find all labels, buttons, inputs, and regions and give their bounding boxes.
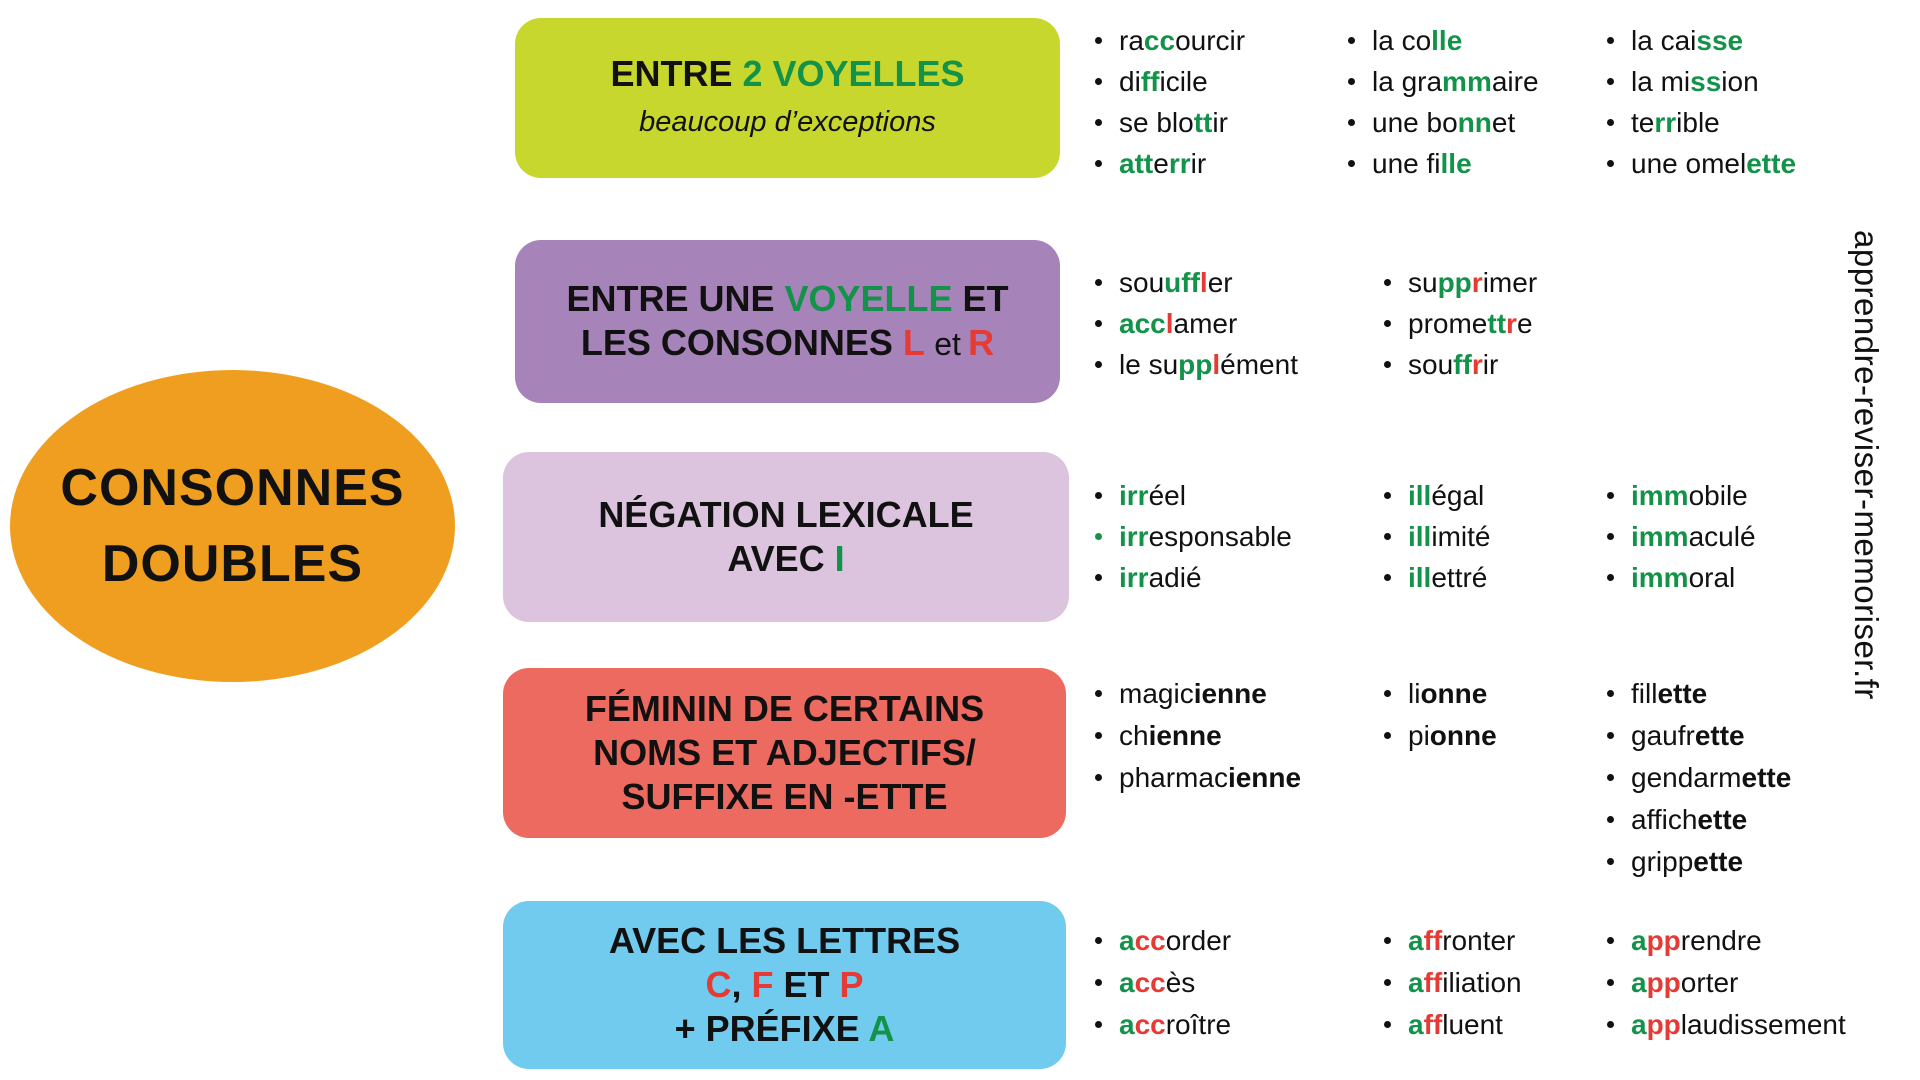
word-segment: e — [1153, 148, 1169, 179]
word-segment: ienne — [1193, 678, 1267, 709]
example-word — [1092, 262, 1298, 303]
example-word — [1092, 516, 1292, 557]
word-segment: l — [1739, 148, 1747, 179]
word-segment: la gra — [1372, 66, 1443, 97]
rule-title-line2: NOMS ET ADJECTIFS/ — [593, 732, 976, 773]
central-title-line1: CONSONNES — [60, 459, 405, 517]
rule-highlight: VOYELLE — [784, 278, 953, 319]
word-segment: une b — [1372, 107, 1443, 138]
example-word — [1604, 841, 1791, 883]
example-list — [1092, 673, 1301, 799]
example-word — [1381, 962, 1522, 1004]
word-segment: rr — [1654, 107, 1677, 138]
word-segment: ourcir — [1175, 25, 1246, 56]
word-segment: mm — [1638, 562, 1689, 593]
example-word — [1604, 475, 1756, 516]
rule-title-line3 — [675, 1007, 895, 1051]
word-segment: r — [1119, 25, 1129, 56]
rule-title-text: ET — [952, 278, 1009, 319]
word-segment: su — [1408, 267, 1438, 298]
word-segment: onne — [1420, 678, 1488, 709]
rule-connector: et — [934, 326, 961, 362]
word-segment: ettré — [1431, 562, 1488, 593]
rule-title-text: ET — [773, 964, 840, 1005]
example-word — [1092, 102, 1245, 143]
word-segment: amer — [1173, 308, 1238, 339]
word-segment: o — [1442, 107, 1458, 138]
rule-box-feminine-suffix — [503, 668, 1066, 838]
word-segment: laudissement — [1680, 1009, 1846, 1040]
example-word — [1604, 715, 1791, 757]
example-word — [1604, 920, 1846, 962]
rule-title-line1 — [566, 277, 1008, 321]
word-segment: tt — [1761, 148, 1781, 179]
word-segment: ll — [1415, 521, 1432, 552]
word-segment: cc — [1134, 1009, 1166, 1040]
example-word — [1381, 516, 1490, 557]
rule-highlight-f: F — [751, 964, 774, 1005]
word-segment: te — [1631, 107, 1655, 138]
word-segment: a — [1491, 66, 1508, 97]
word-segment: onne — [1429, 720, 1497, 751]
rule-title-line1: AVEC LES LETTRES — [608, 920, 961, 961]
word-segment: la cai — [1631, 25, 1697, 56]
word-segment: mm — [1638, 480, 1689, 511]
word-segment: esponsable — [1148, 521, 1292, 552]
rule-title — [610, 52, 964, 96]
example-word — [1381, 344, 1537, 385]
word-segment: ff — [1181, 267, 1200, 298]
rule-title-text: ENTRE UNE — [566, 278, 785, 319]
rule-title-text: ENTRE — [610, 53, 743, 94]
word-segment: e — [1446, 25, 1463, 56]
word-segment: cc — [1134, 925, 1166, 956]
word-segment: ff — [1140, 66, 1160, 97]
example-list — [1604, 920, 1846, 1046]
rule-title-line1: FÉMININ DE CERTAINS — [584, 688, 985, 729]
word-segment: a — [1631, 925, 1647, 956]
example-word — [1345, 143, 1539, 184]
rule-title-text: AVEC — [727, 538, 835, 579]
word-segment: i — [1408, 480, 1416, 511]
word-segment: se bl — [1119, 107, 1179, 138]
example-list — [1092, 920, 1231, 1046]
word-segment: a — [1408, 1009, 1424, 1040]
word-segment: oral — [1688, 562, 1736, 593]
example-word — [1092, 715, 1301, 757]
rule-title-line2 — [727, 537, 844, 581]
word-segment: a — [1119, 967, 1135, 998]
example-list — [1604, 475, 1756, 598]
example-list — [1092, 262, 1298, 385]
word-segment: l — [1199, 267, 1208, 298]
word-segment: tt — [1193, 107, 1213, 138]
word-segment: cc — [1134, 967, 1166, 998]
word-segment: ll — [1440, 148, 1457, 179]
rule-title-line3: SUFFIXE EN -ETTE — [621, 776, 948, 817]
example-word — [1381, 715, 1497, 757]
word-segment: adié — [1148, 562, 1202, 593]
word-segment: fill — [1631, 678, 1658, 709]
example-word — [1381, 673, 1497, 715]
example-word — [1604, 61, 1796, 102]
word-segment: a — [1119, 1009, 1135, 1040]
word-segment: o — [1178, 107, 1194, 138]
example-word — [1345, 20, 1539, 61]
word-segment: i — [1119, 562, 1127, 593]
rule-title-text: , — [731, 964, 752, 1005]
example-list — [1345, 20, 1539, 184]
rule-title-line2 — [581, 321, 994, 366]
word-segment: i — [1631, 562, 1639, 593]
example-list — [1381, 920, 1522, 1046]
word-segment: i — [1119, 480, 1127, 511]
word-segment: obile — [1688, 480, 1748, 511]
word-segment: ff — [1423, 967, 1443, 998]
example-word — [1381, 1004, 1522, 1046]
word-segment: imité — [1431, 521, 1491, 552]
word-segment: ion — [1721, 66, 1759, 97]
example-word — [1604, 516, 1756, 557]
word-segment: une f — [1372, 148, 1435, 179]
rule-highlight: I — [834, 538, 845, 579]
word-segment: roître — [1165, 1009, 1232, 1040]
example-list — [1604, 20, 1796, 184]
word-segment: une ome — [1631, 148, 1740, 179]
word-segment: a — [1408, 925, 1424, 956]
example-word — [1381, 475, 1490, 516]
word-segment: rr — [1126, 562, 1149, 593]
rule-box-lexical-negation — [503, 452, 1069, 622]
example-word — [1604, 557, 1756, 598]
word-segment: pp — [1646, 967, 1681, 998]
word-segment: i — [1507, 66, 1514, 97]
word-segment: e — [1780, 148, 1797, 179]
rule-box-prefix-a — [503, 901, 1066, 1069]
word-segment: e — [1727, 25, 1744, 56]
word-segment: ette — [1697, 804, 1748, 835]
word-segment: o — [1415, 25, 1432, 56]
word-segment: ir — [1482, 349, 1499, 380]
word-segment: re — [1513, 66, 1539, 97]
word-segment: ément — [1220, 349, 1298, 380]
rule-highlight-c: C — [705, 964, 732, 1005]
word-segment: cc — [1134, 308, 1166, 339]
word-segment: ible — [1676, 107, 1720, 138]
rule-title-text: LES CONSONNES — [580, 322, 903, 363]
word-segment: imer — [1482, 267, 1538, 298]
example-word — [1092, 475, 1292, 516]
rule-title-line2 — [705, 963, 863, 1007]
word-segment: rr — [1126, 480, 1149, 511]
example-word — [1604, 143, 1796, 184]
word-segment: pharmac — [1119, 762, 1228, 793]
example-list — [1381, 475, 1490, 598]
example-list — [1604, 673, 1791, 883]
word-segment: r — [1471, 267, 1483, 298]
word-segment: ir — [1212, 107, 1228, 138]
central-title-line2: DOUBLES — [101, 535, 364, 593]
word-segment: r — [1471, 349, 1483, 380]
word-segment: pi — [1408, 720, 1430, 751]
word-segment: orter — [1680, 967, 1739, 998]
word-segment: ch — [1119, 720, 1149, 751]
word-segment: ronter — [1442, 925, 1516, 956]
word-segment: i — [1408, 521, 1416, 552]
word-segment: e — [1456, 148, 1472, 179]
word-segment: order — [1165, 925, 1232, 956]
word-segment: e — [1516, 308, 1533, 339]
example-word — [1604, 962, 1846, 1004]
word-segment: égal — [1431, 480, 1485, 511]
word-segment: d — [1119, 66, 1135, 97]
word-segment: pp — [1178, 349, 1213, 380]
word-segment: l — [1165, 308, 1174, 339]
word-segment: sou — [1408, 349, 1454, 380]
word-segment: sou — [1119, 267, 1165, 298]
word-segment: cc — [1143, 25, 1176, 56]
example-word — [1092, 920, 1231, 962]
word-segment: a — [1631, 1009, 1647, 1040]
word-segment: a — [1631, 967, 1647, 998]
word-segment: ette — [1694, 720, 1745, 751]
example-word — [1092, 673, 1301, 715]
central-topic — [10, 370, 455, 682]
rule-subtitle: beaucoup d’exceptions — [639, 106, 936, 138]
word-segment: i — [1631, 480, 1639, 511]
rule-title-line1: NÉGATION LEXICALE — [598, 494, 974, 535]
word-segment: pp — [1646, 925, 1681, 956]
word-segment: i — [1119, 521, 1127, 552]
example-word — [1381, 920, 1522, 962]
example-word — [1092, 557, 1292, 598]
word-segment: éel — [1148, 480, 1186, 511]
word-segment: la c — [1372, 25, 1416, 56]
word-segment: a — [1128, 25, 1144, 56]
website-credit: apprendre-reviser-memoriser.fr — [1848, 230, 1885, 700]
example-word — [1092, 962, 1231, 1004]
word-segment: er — [1207, 267, 1233, 298]
word-segment: ir — [1190, 148, 1207, 179]
example-word — [1345, 61, 1539, 102]
rule-box-between-vowels — [515, 18, 1060, 178]
word-segment: affich — [1631, 804, 1698, 835]
example-word — [1092, 20, 1245, 61]
word-segment: a — [1119, 148, 1135, 179]
example-word — [1092, 757, 1301, 799]
word-segment: gripp — [1631, 846, 1694, 877]
example-word — [1604, 102, 1796, 143]
word-segment: ette — [1741, 762, 1792, 793]
word-segment: rendre — [1680, 925, 1762, 956]
example-word — [1604, 799, 1791, 841]
word-segment: gaufr — [1631, 720, 1695, 751]
word-segment: ll — [1431, 25, 1447, 56]
rule-box-vowel-and-l-r — [515, 240, 1060, 403]
word-segment: l — [1212, 349, 1221, 380]
word-segment: a — [1119, 308, 1135, 339]
example-list — [1092, 475, 1292, 598]
word-segment: e — [1491, 107, 1508, 138]
example-list — [1381, 262, 1537, 385]
word-segment: a — [1408, 967, 1424, 998]
word-segment: pp — [1646, 1009, 1681, 1040]
example-word — [1381, 303, 1537, 344]
example-word — [1604, 673, 1791, 715]
word-segment: tt — [1134, 148, 1154, 179]
word-segment: ès — [1165, 967, 1196, 998]
example-word — [1345, 102, 1539, 143]
example-word — [1092, 1004, 1231, 1046]
word-segment: li — [1408, 678, 1421, 709]
example-word — [1092, 61, 1245, 102]
word-segment: ss — [1690, 66, 1722, 97]
word-segment: prome — [1408, 308, 1488, 339]
word-segment: i — [1408, 562, 1416, 593]
rule-highlight-p: P — [839, 964, 864, 1005]
example-word — [1092, 344, 1298, 385]
word-segment: i — [1631, 521, 1639, 552]
word-segment: ss — [1696, 25, 1728, 56]
rule-highlight-l: L — [902, 322, 925, 363]
word-segment: t — [1507, 107, 1516, 138]
word-segment: mm — [1638, 521, 1689, 552]
word-segment: rr — [1168, 148, 1191, 179]
word-segment: luent — [1442, 1009, 1503, 1040]
word-segment: i — [1134, 66, 1141, 97]
word-segment: tt — [1487, 308, 1507, 339]
word-segment: ll — [1415, 480, 1432, 511]
word-segment: magic — [1119, 678, 1194, 709]
rule-highlight: 2 VOYELLES — [742, 53, 965, 94]
rule-highlight: A — [868, 1008, 895, 1049]
word-segment: nn — [1457, 107, 1492, 138]
word-segment: ff — [1423, 925, 1443, 956]
word-segment: le su — [1119, 349, 1179, 380]
word-segment: pp — [1437, 267, 1472, 298]
word-segment: la mi — [1631, 66, 1691, 97]
word-segment: ienne — [1227, 762, 1302, 793]
word-segment: ff — [1423, 1009, 1443, 1040]
word-segment: rr — [1126, 521, 1149, 552]
example-word — [1092, 303, 1298, 344]
word-segment: ette — [1693, 846, 1744, 877]
example-word — [1381, 262, 1537, 303]
example-word — [1604, 1004, 1846, 1046]
word-segment: gendarm — [1631, 762, 1742, 793]
word-segment: aculé — [1688, 521, 1756, 552]
word-segment: ette — [1657, 678, 1708, 709]
word-segment: icile — [1159, 66, 1208, 97]
word-segment: r — [1506, 308, 1517, 339]
example-list — [1381, 673, 1497, 757]
example-list — [1092, 20, 1245, 184]
word-segment: i — [1434, 148, 1441, 179]
example-word — [1604, 20, 1796, 61]
word-segment: e — [1746, 148, 1762, 179]
rule-highlight-r: R — [968, 322, 995, 363]
word-segment: iliation — [1442, 967, 1522, 998]
word-segment: ienne — [1148, 720, 1222, 751]
rule-title-text: + PRÉFIXE — [674, 1008, 869, 1049]
word-segment: ll — [1415, 562, 1432, 593]
word-segment: ff — [1453, 349, 1472, 380]
word-segment: mm — [1442, 66, 1492, 97]
example-word — [1604, 757, 1791, 799]
example-word — [1381, 557, 1490, 598]
word-segment: a — [1119, 925, 1135, 956]
word-segment: u — [1164, 267, 1182, 298]
example-word — [1092, 143, 1245, 184]
